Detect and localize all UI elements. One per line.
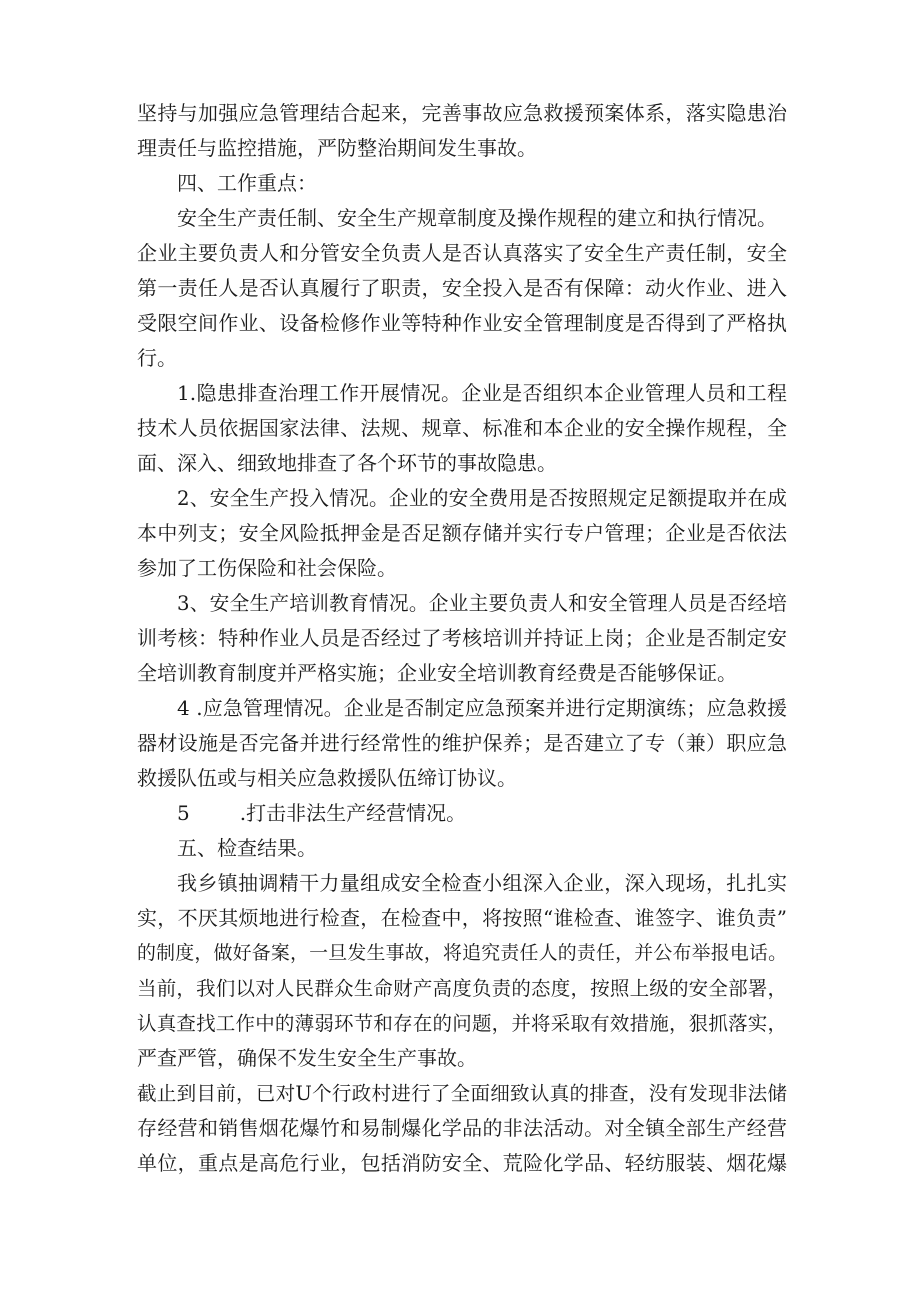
text-line: 单位，重点是高危行业，包括消防安全、荒险化学品、轻纺服装、烟花爆 bbox=[137, 1151, 787, 1175]
text-line: 1.隐患排查治理工作开展情况。企业是否组织本企业管理人员和工程 bbox=[177, 381, 787, 405]
text-line: 全培训教育制度并严格实施；企业安全培训教育经费是否能够保证。 bbox=[137, 661, 737, 685]
text-line: 受限空间作业、设备检修作业等特种作业安全管理制度是否得到了严格执 bbox=[137, 311, 787, 335]
text-line: 本中列支；安全风险抵押金是否足额存储并实行专户管理；企业是否依法 bbox=[137, 521, 787, 545]
text-line: 五、检查结果。 bbox=[177, 836, 317, 860]
text-line: 2、安全生产投入情况。企业的安全费用是否按照规定足额提取并在成 bbox=[177, 487, 787, 510]
text-line: 3、安全生产培训教育情况。企业主要负责人和安全管理人员是否经培 bbox=[177, 592, 787, 615]
text-line: 实，不厌其烦地进行检查，在检查中，将按照“谁检查、谁签字、谁负责” bbox=[137, 906, 787, 930]
text-line: 安全生产责任制、安全生产规章制度及操作规程的建立和执行情况。 bbox=[177, 206, 777, 230]
text-line: 的制度，做好备案，一旦发生事故，将追究责任人的责任，并公布举报电话。 bbox=[137, 942, 787, 964]
text-line: 坚持与加强应急管理结合起来，完善事故应急救援预案体系，落实隐患治 bbox=[137, 101, 787, 125]
text-line: 第一责任人是否认真履行了职责，安全投入是否有保障：动火作业、进入 bbox=[137, 276, 787, 300]
text-line: 训考核：特种作业人员是否经过了考核培训并持证上岗；企业是否制定安 bbox=[137, 626, 787, 650]
list-number: 5 bbox=[177, 801, 190, 825]
text-line: 我乡镇抽调精干力量组成安全检查小组深入企业，深入现场，扎扎实 bbox=[177, 871, 787, 895]
text-line: 存经营和销售烟花爆竹和易制爆化学品的非法活动。对全镇全部生产经营 bbox=[137, 1116, 787, 1140]
text-line: 当前，我们以对人民群众生命财产高度负责的态度，按照上级的安全部署， bbox=[137, 977, 787, 1000]
text-line: 四、工作重点： bbox=[177, 171, 317, 195]
text-line: 技术人员依据国家法律、法规、规章、标准和本企业的安全操作规程，全 bbox=[137, 416, 787, 440]
text-line: 救援队伍或与相关应急救援队伍缔订协议。 bbox=[137, 766, 517, 790]
text-line: 4 .应急管理情况。企业是否制定应急预案并进行定期演练；应急救援 bbox=[177, 696, 787, 720]
text-line: 认真查找工作中的薄弱环节和存在的问题，并将采取有效措施，狠抓落实， bbox=[137, 1012, 787, 1035]
document-body bbox=[137, 96, 787, 1181]
text-line: 企业主要负责人和分管安全负责人是否认真落实了安全生产责任制，安全 bbox=[137, 241, 787, 265]
text-line: 器材设施是否完备并进行经常性的维护保养；是否建立了专（兼）职应急 bbox=[137, 731, 787, 755]
text-line: 理责任与监控措施，严防整治期间发生事故。 bbox=[137, 136, 537, 160]
text-line: 参加了工伤保险和社会保险。 bbox=[137, 556, 397, 580]
list-item-text: .打击非法生产经营情况。 bbox=[239, 801, 467, 825]
text-line: 面、深入、细致地排查了各个环节的事故隐患。 bbox=[137, 451, 557, 475]
text-line: 行。 bbox=[137, 346, 177, 370]
text-line: 截止到目前，已对U个行政村进行了全面细致认真的排查，没有发现非法储 bbox=[137, 1082, 787, 1105]
text-line: 严查严管，确保不发生安全生产事故。 bbox=[137, 1046, 477, 1070]
text-line bbox=[137, 796, 787, 831]
